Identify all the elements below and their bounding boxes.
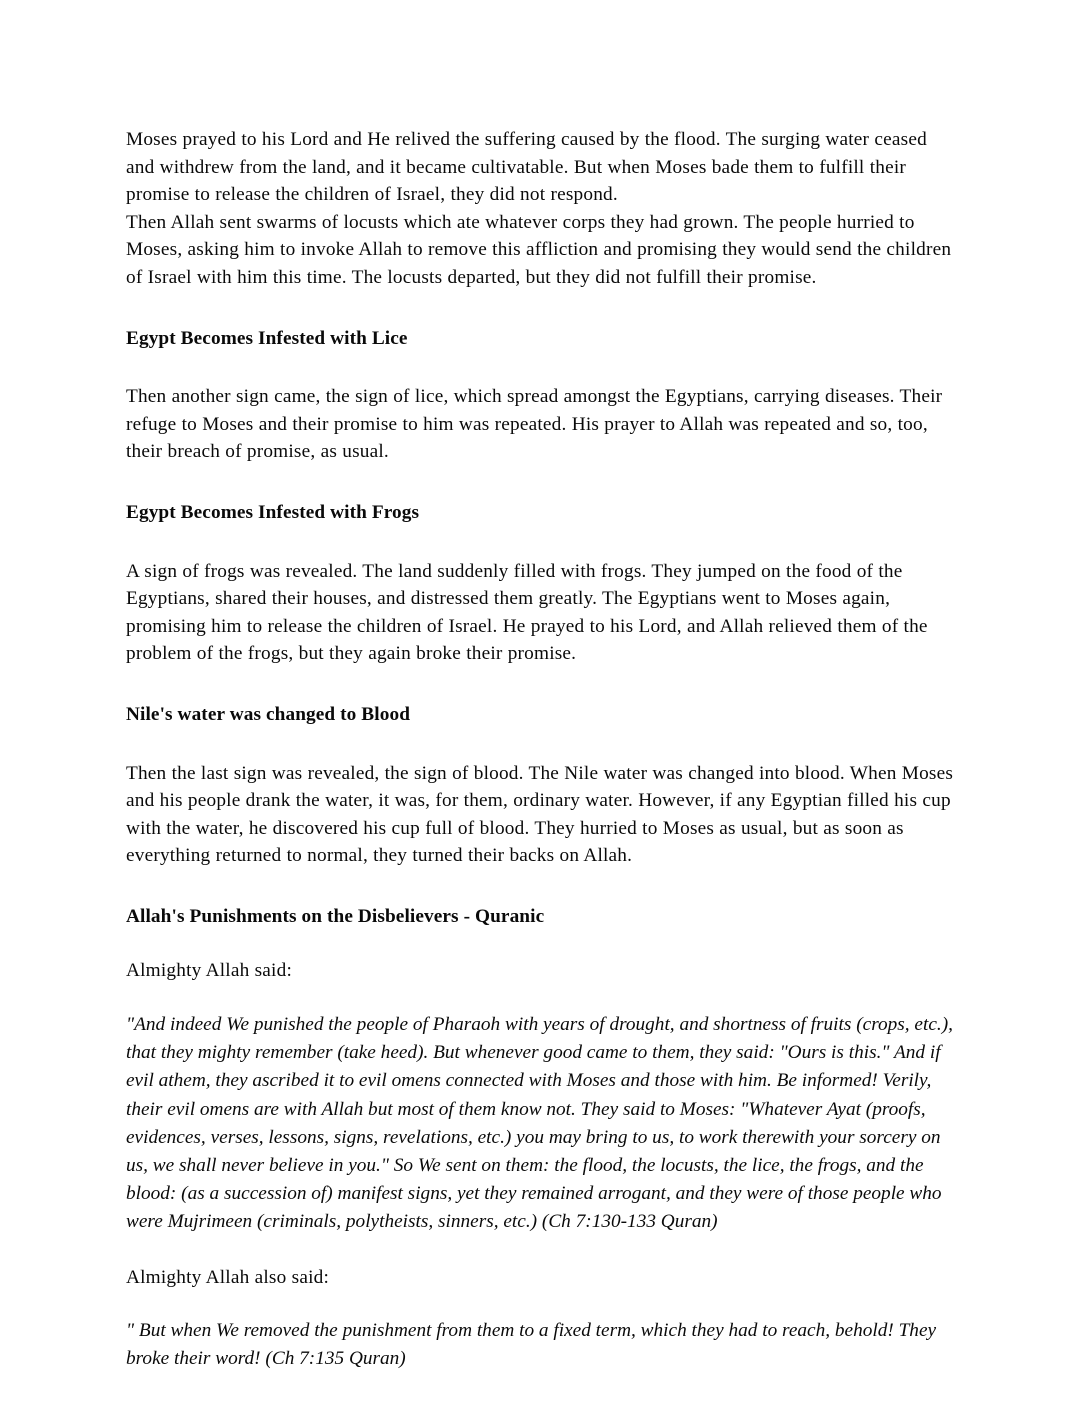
heading-egypt-infested-lice: Egypt Becomes Infested with Lice	[126, 327, 408, 349]
attribution-almighty-allah-said: Almighty Allah said:	[126, 960, 292, 982]
heading-allahs-punishments-quranic: Allah's Punishments on the Disbelievers - Quranic	[126, 905, 545, 927]
document-text-column	[126, 126, 956, 1374]
spacer	[126, 1291, 956, 1317]
spacer	[126, 668, 956, 701]
paragraph-intro-flood: Moses prayed to his Lord and He relived the suffering caused by the flood. The surging water ceased and withdrew from the land, and it became cultivatable. But when Moses bade them to fulfill their promise to release the children of Israel, they did not respond.	[126, 129, 927, 206]
spacer	[126, 1237, 956, 1264]
paragraph-lice: Then another sign came, the sign of lice, which spread amongst the Egyptians, carrying diseases. Their refuge to Moses and their promise to him was repeated. His prayer to Allah was repeated and so, too, their breach of promise, as usual.	[126, 386, 943, 463]
paragraph-frogs: A sign of frogs was revealed. The land suddenly filled with frogs. They jumped on the food of the Egyptians, shared their houses, and distressed them greatly. The Egyptians went to Moses again, promising him to release the children of Israel. He prayed to his Lord, and Allah relieved them of the problem of the frogs, but they again broke their promise.	[126, 560, 928, 665]
spacer	[126, 930, 956, 957]
heading-nile-water-blood: Nile's water was changed to Blood	[126, 703, 411, 725]
paragraph-blood: Then the last sign was revealed, the sign of blood. The Nile water was changed into blood. When Moses and his people drank the water, it was, for them, ordinary water. However, if any Egyptian filled his cup with the water, he discovered his cup full of blood. They hurried to Moses as usual, but as soon as everything returned to normal, they turned their backs on Allah.	[126, 762, 954, 867]
spacer	[126, 870, 956, 903]
quotation-quran-7-130-133: "And indeed We punished the people of Pharaoh with years of drought, and shortness of fruits (crops, etc.), that they mighty remember (take heed). But whenever good came to them, they said: "Ours is this." And if evil athem, they ascribed it to evil omens connected with Moses and those with him. Be informed! Verily, their evil omens are with Allah but most of them know not. They said to Moses: "Whatever Ayat (proofs, evidences, verses, lessons, signs, revelations, etc.) you may bring to us, to work therewith your sorcery on us, we shall never believe in you." So We sent on them: the flood, the locusts, the lice, the frogs, and the blood: (as a succession of) manifest signs, yet they remained arrogant, and they were of those people who were Mujrimeen (criminals, polytheists, sinners, etc.) (Ch 7:130-133 Quran)	[126, 1014, 953, 1233]
quotation-quran-7-135: " But when We removed the punishment from them to a fixed term, which they had to reach, behold! They broke their word! (Ch 7:135 Quran)	[126, 1320, 937, 1370]
attribution-almighty-allah-also-said: Almighty Allah also said:	[126, 1266, 330, 1288]
spacer	[126, 985, 956, 1011]
paragraph-intro-locusts: Then Allah sent swarms of locusts which ate whatever corps they had grown. The people hurried to Moses, asking him to invoke Allah to remove this affliction and promising they would send the children of Israel with him this time. The locusts departed, but they did not fulfill their promise.	[126, 211, 952, 288]
spacer	[126, 352, 956, 383]
spacer	[126, 527, 956, 558]
spacer	[126, 292, 956, 325]
heading-egypt-infested-frogs: Egypt Becomes Infested with Frogs	[126, 501, 420, 523]
spacer	[126, 729, 956, 760]
spacer	[126, 466, 956, 499]
